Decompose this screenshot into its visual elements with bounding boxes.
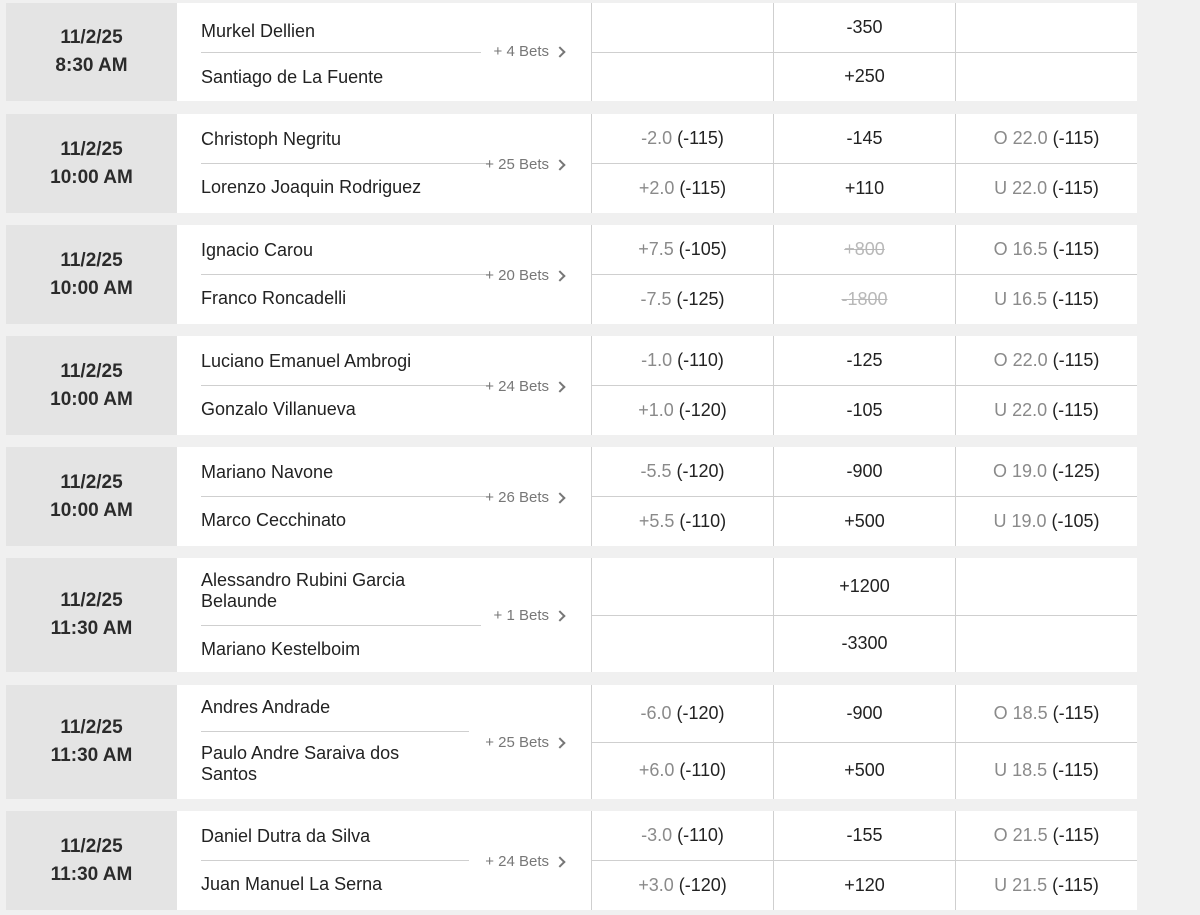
- spread-line: -3.0: [641, 825, 673, 845]
- moneyline-column: [773, 225, 955, 324]
- total-button[interactable]: [956, 685, 1137, 742]
- event-time: 11:30 AM: [50, 618, 133, 639]
- spread-column: [591, 225, 773, 324]
- team-1-name: Ignacio Carou: [201, 240, 314, 260]
- total-price: (-125): [1052, 461, 1101, 481]
- total-column: [955, 811, 1137, 910]
- odds-grid: [591, 811, 1139, 910]
- spread-button[interactable]: [592, 860, 773, 910]
- chevron-right-icon: [554, 159, 565, 170]
- spread-price: (-120): [676, 702, 725, 723]
- spread-column: [591, 685, 773, 799]
- chevron-right-icon: [554, 46, 565, 57]
- odds-grid: [591, 114, 1139, 213]
- spread-button[interactable]: [592, 163, 773, 213]
- total-column: [955, 558, 1137, 672]
- more-bets-label: + 4 Bets: [493, 43, 549, 60]
- more-bets-link[interactable]: [485, 489, 564, 506]
- team-divider: [201, 163, 490, 164]
- event-time: 11:30 AM: [50, 863, 133, 885]
- team-2-name: Gonzalo Villanueva: [201, 399, 356, 419]
- total-price: (-115): [1052, 825, 1100, 845]
- spread-price: (-115): [677, 128, 724, 148]
- chevron-right-icon: [554, 381, 565, 392]
- more-bets-link[interactable]: [485, 378, 564, 395]
- more-bets-label: + 25 Bets: [485, 156, 549, 173]
- odds-grid: [591, 685, 1139, 799]
- chevron-right-icon: [554, 270, 565, 281]
- moneyline-column: [773, 447, 955, 546]
- event-row: [6, 811, 1139, 910]
- event-time: 10:00 AM: [50, 277, 133, 299]
- odds-grid: [591, 225, 1139, 324]
- more-bets-label: + 24 Bets: [485, 853, 549, 870]
- spread-price: (-110): [677, 350, 724, 370]
- total-line: U 16.5: [994, 289, 1048, 309]
- odds-grid: [591, 447, 1139, 546]
- total-line: U 22.0: [994, 178, 1048, 198]
- more-bets-link[interactable]: [485, 156, 564, 173]
- total-price: (-115): [1052, 400, 1099, 420]
- moneyline-button[interactable]: -125: [846, 350, 883, 370]
- event-datetime: [6, 558, 177, 672]
- total-button[interactable]: [956, 163, 1137, 213]
- spread-price: (-125): [676, 289, 725, 309]
- total-price: (-115): [1052, 760, 1099, 781]
- odds-grid: [591, 336, 1139, 435]
- moneyline-column: [773, 811, 955, 910]
- team-1-name: Christoph Negritu: [201, 129, 342, 149]
- odds-grid: [591, 558, 1139, 672]
- event-row: [6, 114, 1139, 213]
- total-price: (-115): [1052, 702, 1100, 723]
- spread-column: [591, 811, 773, 910]
- event-time: 11:30 AM: [50, 745, 133, 766]
- team-1-name: Murkel Dellien: [201, 21, 316, 41]
- spread-price: (-115): [679, 178, 727, 198]
- event-datetime: [6, 3, 177, 101]
- more-bets-label: + 25 Bets: [485, 734, 549, 751]
- spread-button[interactable]: [592, 496, 773, 546]
- total-price: (-115): [1052, 128, 1100, 148]
- spread-empty: [592, 558, 773, 615]
- spread-line: +1.0: [638, 400, 674, 420]
- spread-column: [591, 114, 773, 213]
- moneyline-button[interactable]: -105: [774, 385, 955, 435]
- total-empty: [956, 52, 1137, 102]
- moneyline-column: [773, 114, 955, 213]
- total-column: [955, 685, 1137, 799]
- moneyline-button: -1800: [774, 274, 955, 324]
- total-column: [955, 336, 1137, 435]
- team-divider: [201, 496, 490, 497]
- spread-line: +3.0: [638, 875, 674, 895]
- moneyline-button[interactable]: +120: [774, 860, 955, 910]
- team-divider: [201, 625, 481, 626]
- total-button[interactable]: [956, 447, 1137, 496]
- total-line: O 16.5: [993, 239, 1048, 259]
- spread-empty: [592, 615, 773, 673]
- moneyline-button[interactable]: -155: [846, 825, 883, 845]
- event-time: 10:00 AM: [50, 166, 133, 188]
- chevron-right-icon: [554, 737, 565, 748]
- team-2-name: Franco Roncadelli: [201, 288, 347, 308]
- spread-price: (-110): [679, 511, 727, 531]
- total-column: [955, 447, 1137, 546]
- total-button[interactable]: [956, 225, 1137, 274]
- total-line: O 19.0: [992, 461, 1048, 481]
- moneyline-button: +800: [844, 239, 885, 259]
- spread-column: [591, 447, 773, 546]
- event-date: 11/2/25: [60, 249, 123, 271]
- moneyline-button[interactable]: -900: [846, 702, 883, 723]
- spread-price: (-120): [678, 400, 727, 420]
- total-line: O 22.0: [993, 128, 1048, 148]
- spread-price: (-105): [678, 239, 727, 259]
- event-datetime: [6, 685, 177, 799]
- total-button[interactable]: [956, 336, 1137, 385]
- spread-column: [591, 336, 773, 435]
- more-bets-link[interactable]: [485, 853, 564, 870]
- spread-empty: [592, 3, 773, 52]
- team-2-name: Paulo Andre Saraiva dos Santos: [201, 743, 400, 784]
- spread-button[interactable]: [592, 114, 773, 163]
- event-datetime: [6, 811, 177, 910]
- spread-empty: [592, 52, 773, 102]
- event-time: 10:00 AM: [50, 388, 133, 410]
- more-bets-label: + 26 Bets: [485, 489, 549, 506]
- spread-button[interactable]: [592, 447, 773, 496]
- more-bets-label: + 20 Bets: [485, 267, 549, 284]
- moneyline-button[interactable]: +110: [774, 163, 955, 213]
- team-2-name: Lorenzo Joaquin Rodriguez: [201, 177, 422, 197]
- event-datetime: [6, 225, 177, 324]
- team-2-name: Mariano Kestelboim: [201, 639, 361, 659]
- total-column: [955, 3, 1137, 101]
- moneyline-button[interactable]: -3300: [774, 615, 955, 673]
- event-row: [6, 685, 1139, 799]
- total-line: U 19.0: [993, 511, 1047, 531]
- moneyline-column: [773, 336, 955, 435]
- event-date: 11/2/25: [60, 138, 123, 160]
- spread-button[interactable]: [592, 685, 773, 742]
- event-date: 11/2/25: [60, 835, 123, 857]
- total-line: O 22.0: [993, 350, 1048, 370]
- total-button[interactable]: [956, 860, 1137, 910]
- event-date: 11/2/25: [60, 717, 123, 738]
- moneyline-button[interactable]: +500: [774, 742, 955, 800]
- matchup[interactable]: [177, 685, 591, 799]
- spread-button[interactable]: [592, 336, 773, 385]
- spread-line: -6.0: [640, 702, 672, 723]
- team-divider: [201, 731, 469, 732]
- spread-line: -1.0: [641, 350, 673, 370]
- total-line: U 18.5: [994, 760, 1048, 781]
- chevron-right-icon: [554, 610, 565, 621]
- spread-column: [591, 3, 773, 101]
- total-column: [955, 114, 1137, 213]
- event-time: 10:00 AM: [50, 499, 133, 521]
- total-line: O 21.5: [993, 825, 1048, 845]
- event-row: [6, 336, 1139, 435]
- total-price: (-115): [1052, 350, 1100, 370]
- spread-line: +2.0: [638, 178, 675, 198]
- spread-line: -7.5: [640, 289, 672, 309]
- spread-button[interactable]: [592, 225, 773, 274]
- spread-line: +6.0: [638, 760, 675, 781]
- event-row: [6, 225, 1139, 324]
- more-bets-label: + 1 Bets: [493, 607, 549, 624]
- spread-price: (-110): [679, 760, 727, 781]
- moneyline-button[interactable]: -900: [846, 461, 883, 481]
- moneyline-button[interactable]: -350: [846, 16, 883, 37]
- spread-price: (-110): [677, 825, 724, 845]
- total-button[interactable]: [956, 114, 1137, 163]
- total-empty: [956, 558, 1137, 615]
- team-divider: [201, 274, 490, 275]
- moneyline-button[interactable]: +500: [774, 496, 955, 546]
- spread-line: -2.0: [641, 128, 673, 148]
- more-bets-link[interactable]: [485, 267, 564, 284]
- matchup[interactable]: [177, 3, 591, 101]
- spread-price: (-120): [678, 875, 727, 895]
- more-bets-link[interactable]: [485, 734, 564, 751]
- spread-line: +7.5: [638, 239, 674, 259]
- more-bets-label: + 24 Bets: [485, 378, 549, 395]
- total-button[interactable]: [956, 274, 1137, 324]
- moneyline-button[interactable]: -145: [846, 128, 883, 148]
- matchup[interactable]: [177, 447, 591, 546]
- event-row: [6, 3, 1139, 101]
- total-price: (-115): [1052, 875, 1099, 895]
- more-bets-link[interactable]: [494, 43, 564, 60]
- matchup[interactable]: [177, 225, 591, 324]
- total-price: (-115): [1052, 178, 1099, 198]
- total-line: U 21.5: [994, 875, 1048, 895]
- moneyline-column: [773, 3, 955, 101]
- odds-grid: [591, 3, 1139, 101]
- event-date: 11/2/25: [60, 27, 123, 48]
- team-divider: [201, 52, 481, 53]
- team-1-name: Andres Andrade: [201, 697, 331, 717]
- event-date: 11/2/25: [60, 471, 123, 493]
- team-1-name: Daniel Dutra da Silva: [201, 826, 371, 846]
- total-empty: [956, 3, 1137, 52]
- total-column: [955, 225, 1137, 324]
- spread-price: (-120): [676, 461, 725, 481]
- event-datetime: [6, 114, 177, 213]
- team-2-name: Santiago de La Fuente: [201, 67, 384, 87]
- moneyline-column: [773, 685, 955, 799]
- spread-button[interactable]: [592, 274, 773, 324]
- team-1-name: Luciano Emanuel Ambrogi: [201, 351, 412, 371]
- event-row: [6, 447, 1139, 546]
- team-1-name: Alessandro Rubini Garcia Belaunde: [201, 570, 406, 611]
- moneyline-button[interactable]: +1200: [839, 575, 890, 596]
- total-price: (-105): [1051, 511, 1100, 531]
- chevron-right-icon: [554, 856, 565, 867]
- event-date: 11/2/25: [60, 360, 123, 382]
- spread-button[interactable]: [592, 811, 773, 860]
- team-divider: [201, 385, 490, 386]
- spread-button[interactable]: [592, 742, 773, 800]
- matchup[interactable]: [177, 558, 591, 672]
- moneyline-button[interactable]: +250: [774, 52, 955, 102]
- total-button[interactable]: [956, 811, 1137, 860]
- spread-line: +5.5: [638, 511, 675, 531]
- total-line: O 18.5: [993, 702, 1048, 723]
- matchup[interactable]: [177, 811, 591, 910]
- total-button[interactable]: [956, 385, 1137, 435]
- team-2-name: Juan Manuel La Serna: [201, 874, 383, 894]
- total-empty: [956, 615, 1137, 673]
- total-price: (-115): [1052, 239, 1100, 259]
- spread-button[interactable]: [592, 385, 773, 435]
- spread-line: -5.5: [640, 461, 672, 481]
- event-row: [6, 558, 1139, 672]
- chevron-right-icon: [554, 492, 565, 503]
- total-price: (-115): [1052, 289, 1099, 309]
- total-button[interactable]: [956, 742, 1137, 800]
- event-datetime: [6, 336, 177, 435]
- more-bets-link[interactable]: [494, 607, 564, 624]
- moneyline-column: [773, 558, 955, 672]
- matchup[interactable]: [177, 114, 591, 213]
- spread-column: [591, 558, 773, 672]
- matchup[interactable]: [177, 336, 591, 435]
- total-button[interactable]: [956, 496, 1137, 546]
- team-2-name: Marco Cecchinato: [201, 510, 347, 530]
- event-datetime: [6, 447, 177, 546]
- team-divider: [201, 860, 469, 861]
- total-line: U 22.0: [994, 400, 1048, 420]
- team-1-name: Mariano Navone: [201, 462, 334, 482]
- event-date: 11/2/25: [60, 590, 123, 611]
- event-time: 8:30 AM: [55, 55, 128, 76]
